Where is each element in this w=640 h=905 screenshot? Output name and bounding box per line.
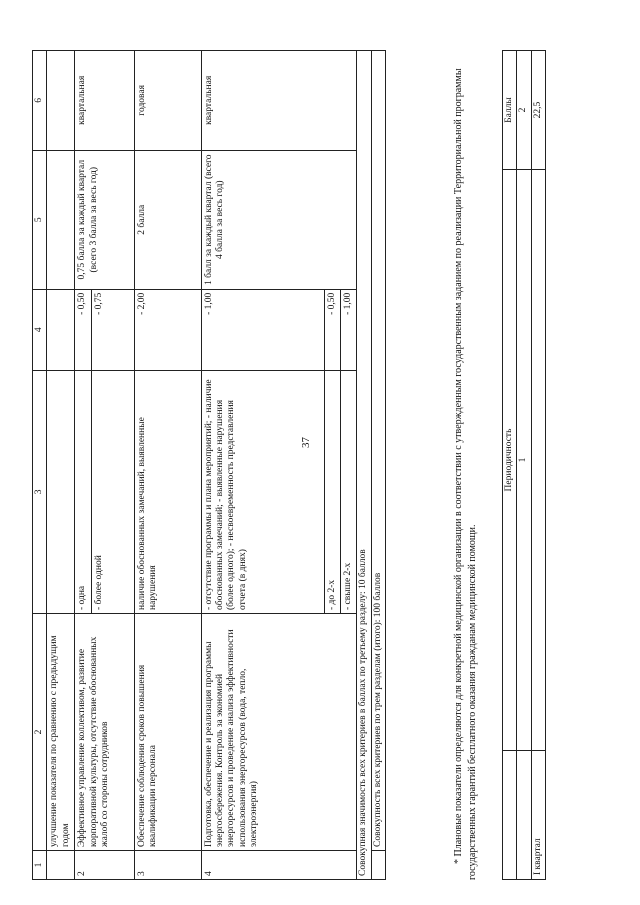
col-number-1: 1	[517, 170, 531, 751]
table-row-continuation	[47, 51, 75, 880]
condition-text: - отсутствие программы и плана мероприятий; - наличие обоснованных замечаний; - выявленные нарушения (более одного); - несвоевременность представления отчета (в днях)	[201, 370, 324, 613]
score-value: - 0,50	[324, 289, 340, 370]
criterion-continuation: улучшение показателя по сравнению с предыдущим годом	[47, 614, 75, 851]
table-row	[531, 51, 545, 880]
score-value: - 2,00	[134, 289, 201, 370]
row-number: 4	[201, 851, 357, 880]
footnote: * Плановые показатели определяются для конкретной медицинской организации в соответствии с утвержденным государственным заданием по реализации Территориальной программы государственных гарантий бесплатного оказания гражданам медицинской помощи.	[453, 68, 478, 880]
criteria-table	[32, 50, 386, 880]
criterion-text: Эффективное управление коллективом, развитие корпоративной культуры, отсутствие обоснованных жалоб со стороны сотрудников	[75, 614, 134, 851]
row-number: 3	[134, 851, 201, 880]
table-row	[201, 51, 324, 880]
score-value: - 1,00	[340, 289, 356, 370]
col-number-6: 6	[33, 51, 47, 151]
summary-row	[371, 51, 385, 880]
col-number-2: 2	[33, 614, 47, 851]
column-number-row	[33, 51, 47, 880]
periodicity-text: квартальная	[75, 51, 134, 151]
points-text: 1 балл за каждый квартал (всего 4 балла за весь год)	[201, 150, 357, 289]
condition-text: - более одной	[91, 370, 134, 613]
period-label: I квартал	[531, 751, 545, 880]
header-score: Баллы	[503, 51, 517, 170]
condition-text: - до 2-х	[324, 370, 340, 613]
col-number-1: 1	[33, 851, 47, 880]
score-value: - 1,00	[201, 289, 324, 370]
points-text: 0,75 балла за каждый квартал (всего 3 балла за весь год)	[75, 150, 134, 289]
score-value: - 0,75	[91, 289, 134, 370]
rotated-page-content	[32, 50, 622, 880]
table-row	[134, 51, 201, 880]
table-number-row	[517, 51, 531, 880]
header-periodicity: Периодичность	[503, 170, 517, 751]
score-value: 22,5	[531, 51, 545, 170]
page-number: 37	[300, 437, 312, 448]
col-number-2: 2	[517, 51, 531, 170]
periodicity-text: годовая	[134, 51, 201, 151]
periodicity-score-table	[502, 50, 546, 880]
grand-total: Совокупность всех критериев по трем разделам (итого): 100 баллов	[371, 51, 385, 851]
section-total: Совокупная значимость всех критериев в баллах по третьему разделу: 10 баллов	[357, 51, 371, 880]
condition-text: - свыше 2-х	[340, 370, 356, 613]
col-number-3: 3	[33, 370, 47, 613]
condition-text: - одна	[75, 370, 91, 613]
periodicity-text: квартальная	[201, 51, 357, 151]
criterion-text: Подготовка, обеспечение и реализация программы энергосбережения. Контроль за экономией энергоресурсов и проведение анализа эффективности использования энергоресурсов (вода, тепло, электроэнергия)	[201, 614, 357, 851]
summary-row	[357, 51, 371, 880]
col-number-5: 5	[33, 150, 47, 289]
score-value: - 0,50	[75, 289, 91, 370]
table-row	[75, 51, 91, 880]
table-header-row	[503, 51, 517, 880]
criterion-text: Обеспечение соблюдения сроков повышения квалификации персонала	[134, 614, 201, 851]
col-number-4: 4	[33, 289, 47, 370]
points-text: 2 балла	[134, 150, 201, 289]
row-number: 2	[75, 851, 134, 880]
condition-text: наличие обоснованных замечаний, выявленные нарушения	[134, 370, 201, 613]
